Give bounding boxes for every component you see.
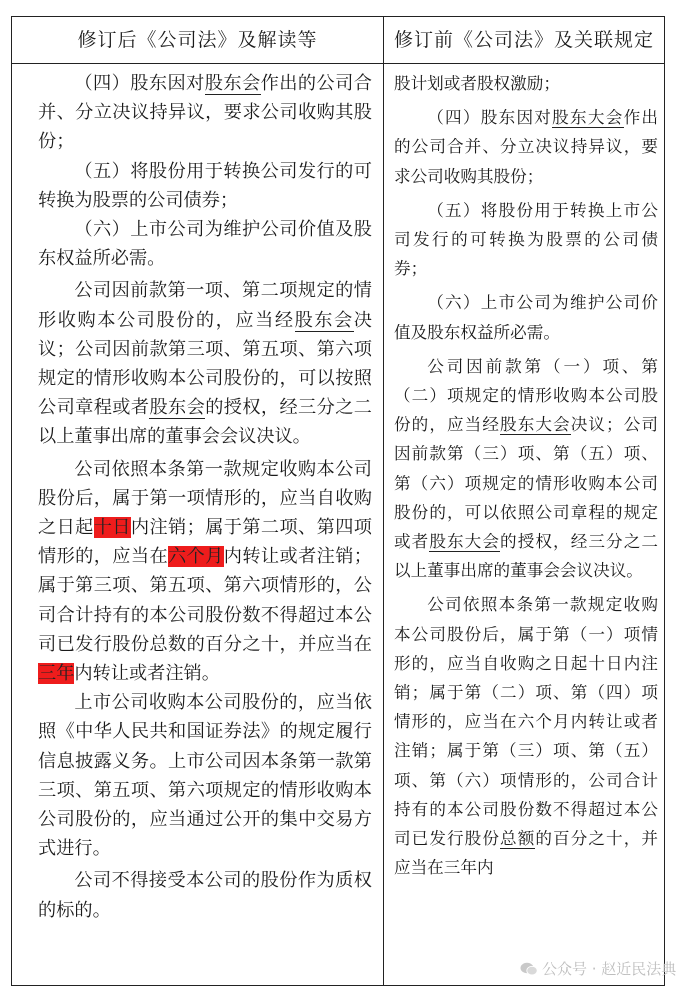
paragraph (38, 215, 372, 273)
paragraph (394, 352, 658, 586)
paragraph (38, 688, 372, 863)
text-segment: 的授权，经三分之二以上董事出席的董事会会议决议。 (394, 532, 658, 581)
text-segment: 上市公司收购本公司股份的，应当依照《中华人民共和国证券法》的规定履行信息披露义务。上市公司因本条第一款第三项、第五项、第六项规定的情形收购本公司股份的，应当通过公开的集中交易方式进行。 (38, 692, 372, 860)
text-segment: 决议；公司因前款第（三）项、第（五）项、第（六）项规定的情形收购本公司股份的，可以依照公司章程的规定或者 (394, 415, 658, 552)
right-column-header: 修订前《公司法》及关联规定 (393, 29, 654, 51)
text-segment: 内转让或者注销；属于第三项、第五项、第六项情形的，公司合计持有的本公司股份数不得超过本公司已发行股份总数的百分之十，并应当在 (38, 546, 372, 655)
text-segment: 的百分之十，并应当在三年内 (394, 829, 658, 878)
text-segment: 公司依照本条第一款规定收购本公司股份后，属于第一项情形的，应当自收购之日起 (38, 458, 372, 539)
paragraph (394, 103, 658, 191)
text-segment: （四）股东因对 (74, 73, 205, 94)
paragraph (394, 590, 658, 882)
watermark (520, 958, 676, 979)
underlined-term: 股东会 (204, 73, 261, 94)
underlined-term: 股东大会 (552, 108, 624, 128)
text-segment: 作出的公司合并、分立决议持异议，要求公司收购其股份； (38, 73, 372, 153)
underlined-term: 股东会 (294, 309, 354, 331)
left-column-header: 修订后《公司法》及解读等 (77, 29, 318, 51)
underlined-term: 股东会 (149, 397, 206, 419)
text-segment: 公司因前款第一项、第二项规定的情形收购本公司股份的，应当经 (38, 280, 372, 331)
text-segment: 的授权，经三分之二以上董事出席的董事会会议决议。 (38, 397, 372, 448)
text-segment: （四）股东因对 (427, 108, 553, 128)
highlighted-term: 六个月 (168, 546, 224, 568)
text-segment: 公司依照本条第一款规定收购本公司股份后，属于第（一）项情形的，应当自收购之日起十日内注销；属于第（二）项、第（四）项情形的，应当在六个月内转让或者注销；属于第（三）项、第（五）项、第（六）项情形的，公司合计持有的本公司股份数不得超过本公司已发行股份 (394, 595, 658, 849)
wechat-icon (520, 962, 538, 976)
highlighted-term: 三年 (38, 663, 75, 685)
underlined-term: 股东大会 (429, 532, 501, 552)
underlined-term: 总额 (500, 829, 536, 849)
right-column-body (394, 69, 658, 979)
text-segment: （五）将股份用于转换公司发行的可转换为股票的公司债券； (38, 160, 372, 211)
text-segment: （六）上市公司为维护公司价值及股东权益所必需。 (38, 219, 372, 270)
paragraph (38, 276, 372, 451)
paragraph (38, 157, 372, 215)
underlined-term: 股东大会 (500, 415, 571, 435)
comparison-table (11, 16, 665, 986)
text-segment: 公司不得接受本公司的股份作为质权的标的。 (38, 870, 372, 921)
text-segment: 作出的公司合并、分立决议持异议，要求公司收购其股份； (394, 108, 658, 186)
text-segment: 决议；公司因前款第三项、第五项、第六项规定的情形收购本公司股份的，可以按照公司章程或者 (38, 309, 372, 419)
paragraph (394, 288, 658, 346)
highlighted-term: 十日 (93, 517, 131, 539)
text-segment: （六）上市公司为维护公司价值及股东权益所必需。 (394, 293, 658, 342)
paragraph (38, 455, 372, 689)
text-segment: （五）将股份用于转换上市公司发行的可转换为股票的公司债券； (394, 200, 658, 279)
left-column-body (38, 69, 372, 981)
text-segment: 公司因前款第（一）项、第（二）项规定的情形收购本公司股份的，应当经 (394, 356, 658, 435)
paragraph (38, 69, 372, 157)
paragraph (394, 196, 658, 284)
text-segment: 内转让或者注销。 (74, 663, 220, 685)
paragraph (394, 69, 658, 98)
text-segment: 股计划或者股权激励； (394, 74, 560, 93)
column-divider (383, 17, 384, 985)
header-divider (12, 63, 664, 64)
watermark-text: 公众号 · 赵近民法典 (542, 960, 677, 978)
text-segment: 内注销；属于第二项、第四项情形的，应当在 (38, 517, 372, 568)
paragraph (38, 866, 372, 924)
